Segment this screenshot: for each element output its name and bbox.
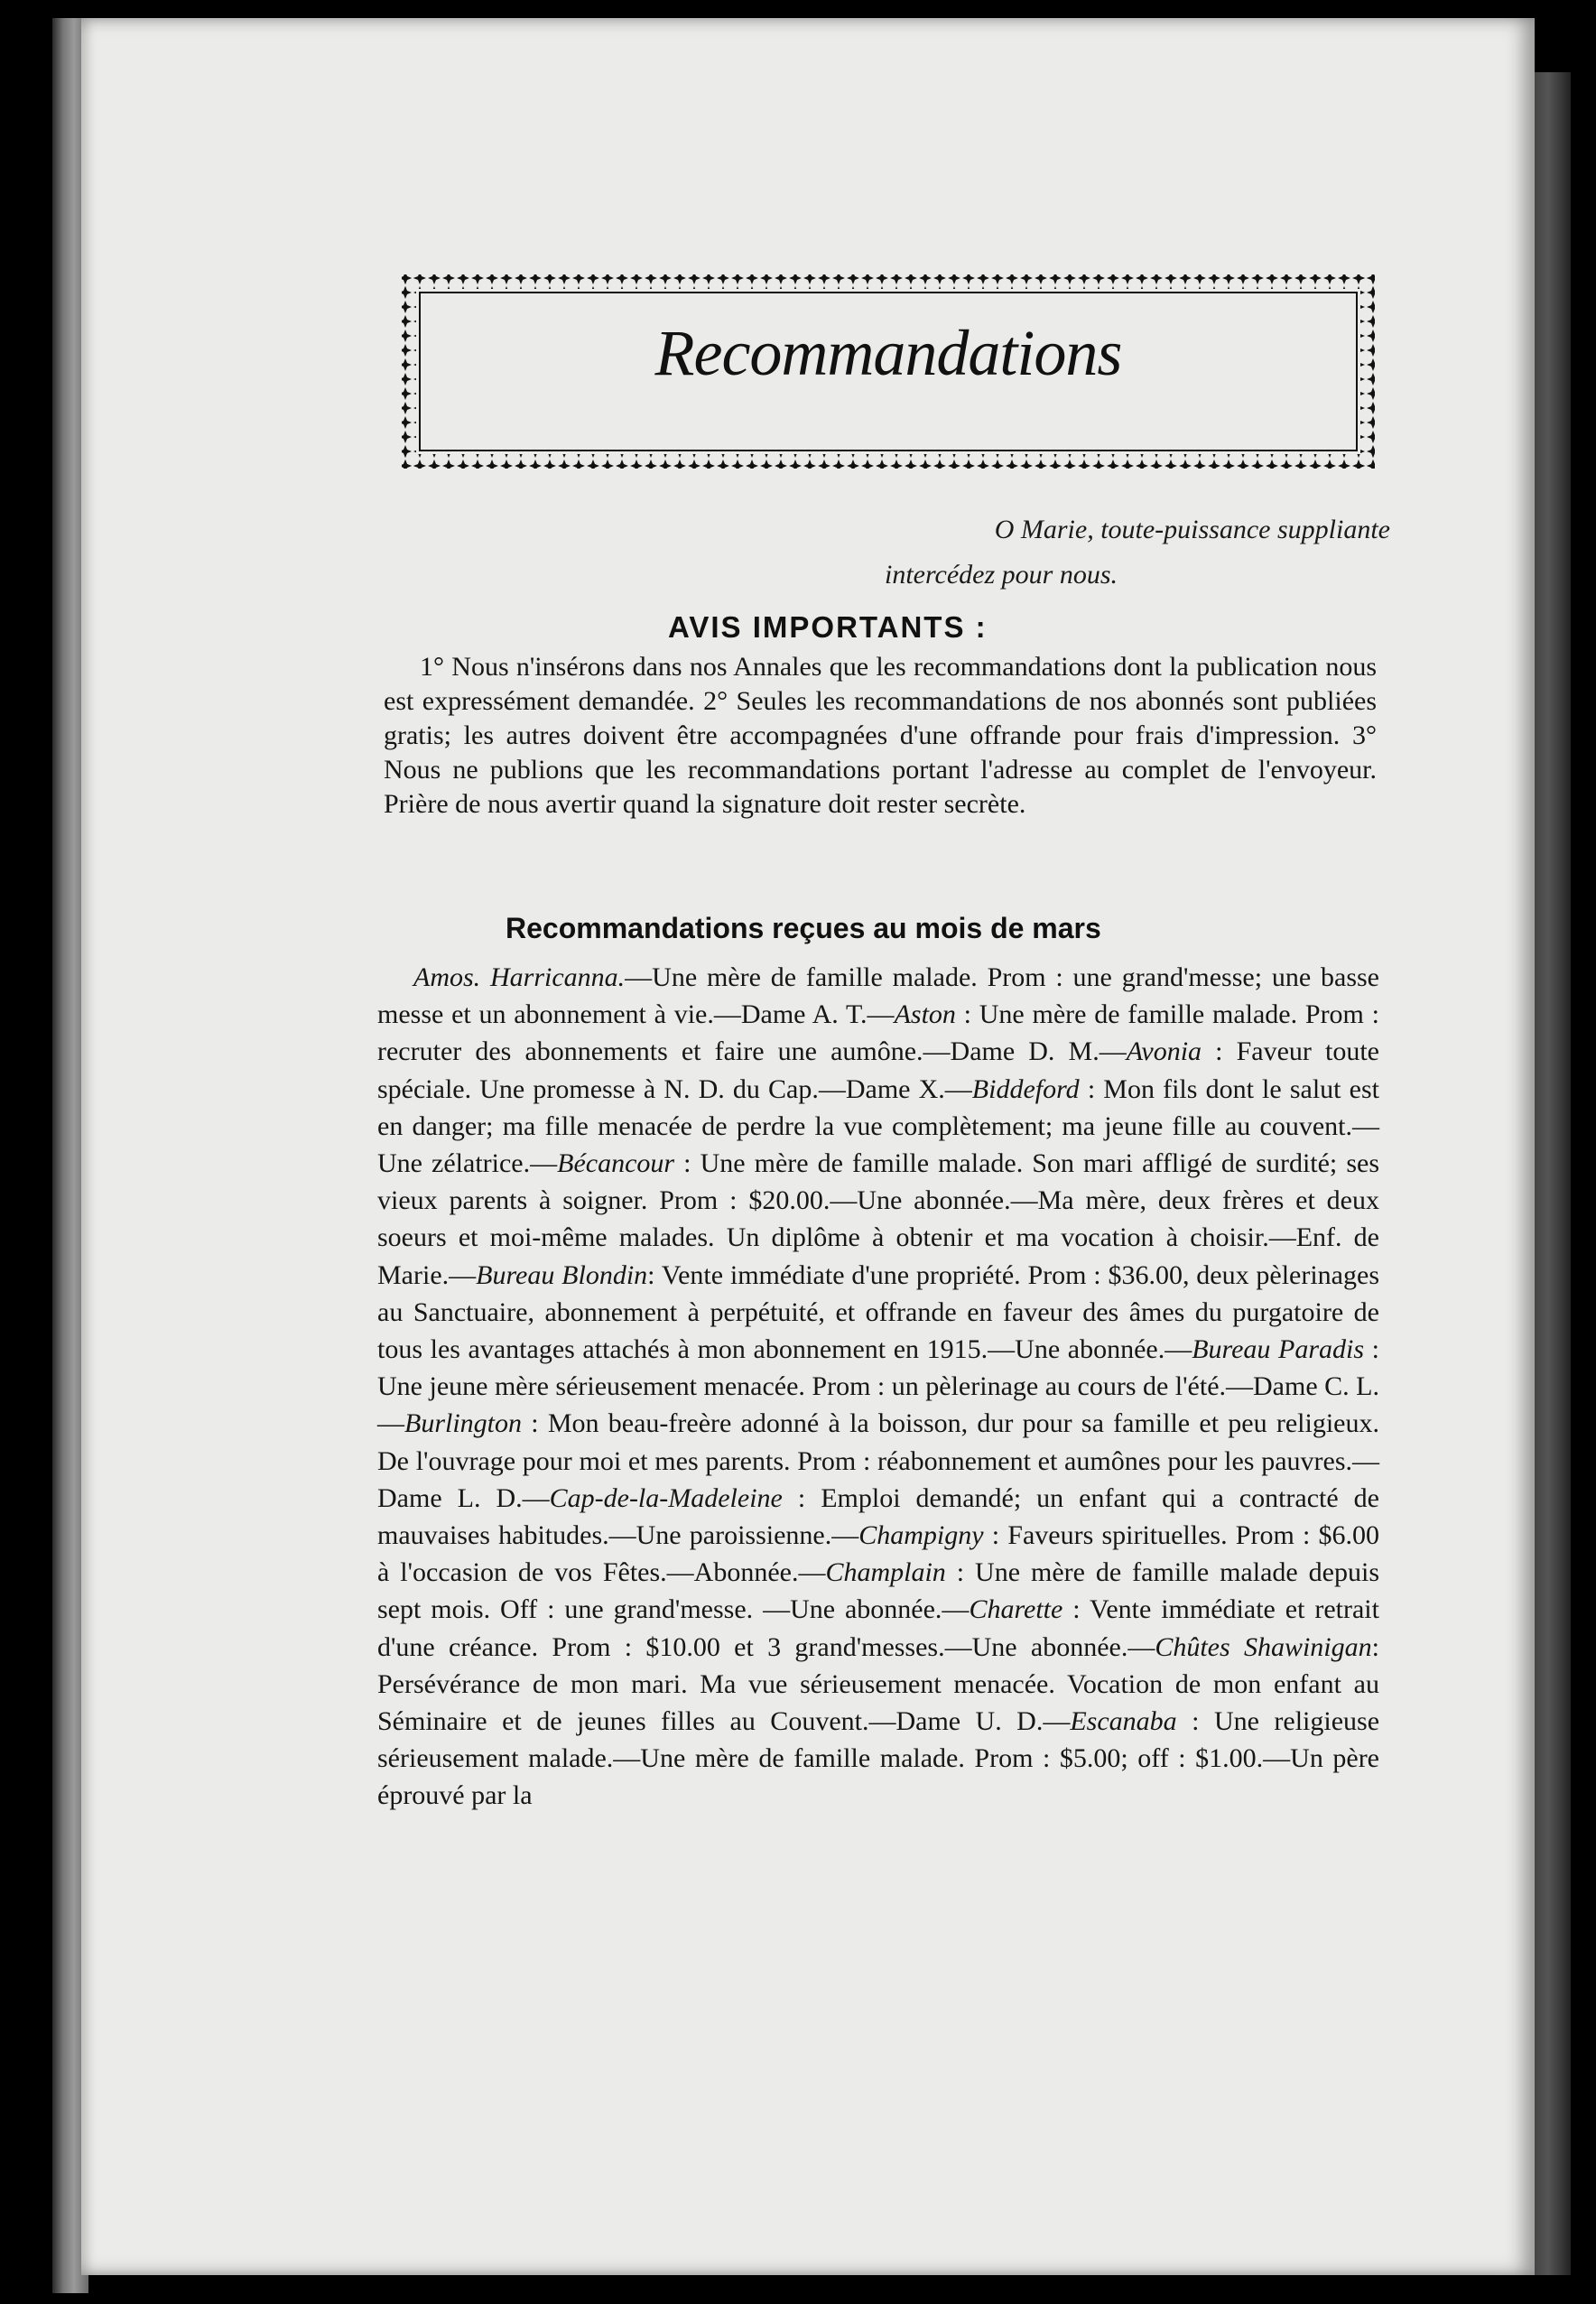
- entry-place: Champigny: [858, 1520, 984, 1551]
- entry-text: : Persévérance de mon mari. Ma vue sérieusement menacée. Vocation de mon enfant au Séminaire et de jeunes filles au Couvent.—Dame U. D.—: [377, 1631, 1379, 1737]
- entry-text: : Faveur toute spéciale. Une promesse à N. D. du Cap.—Dame X.—: [377, 1036, 1379, 1104]
- entry-place: Aston: [894, 999, 956, 1030]
- entry-place: Bureau Paradis: [1192, 1334, 1365, 1365]
- entry-text: : Une mère de famille malade. Prom : recruter des abonnements et faire une aumône.—Dame D. M.—: [377, 999, 1379, 1067]
- entry-place: Cap-de-la-Madeleine: [549, 1482, 783, 1513]
- entry-place: Bureau Blondin: [476, 1259, 648, 1290]
- entry-place: Biddeford: [971, 1073, 1080, 1104]
- invocation-line-2: intercédez pour nous.: [885, 560, 1118, 590]
- invocation-line-1: O Marie, toute-puissance suppliante: [994, 515, 1390, 544]
- entry-place: Champlain: [825, 1557, 946, 1588]
- avis-heading: AVIS IMPORTANTS :: [668, 610, 988, 644]
- recommendations-paragraph: [377, 959, 1379, 1815]
- entry-text: : Une religieuse sérieusement malade.—Une mère de famille malade. Prom : $5.00; off : $1.00.—Un père éprouvé par la: [377, 1706, 1380, 1811]
- entry-text: : Une mère de famille malade depuis sept mois. Off : une grand'messe. —Une abonnée.—: [377, 1557, 1379, 1625]
- entry-place: Charette: [969, 1594, 1063, 1625]
- entry-text: —Une mère de famille malade. Prom : une grand'messe; une basse messe et un abonnement à vie.—Dame A. T.—: [377, 962, 1379, 1030]
- avis-paragraph: 1° Nous n'insérons dans nos Annales que les recommandations dont la publication nous est expressément demandée. 2° Seules les recommandations de nos abonnés sont publiées gratis; les autres doivent être accompagnées d'une offrande pour frais d'impression. 3° Nous ne publions que les recommandations portant l'adresse au complet de l'envoyeur. Prière de nous avertir quand la signature doit rester secrète.: [384, 652, 1377, 819]
- entry-place: Chûtes Shawinigan: [1155, 1631, 1372, 1662]
- entry-place: Burlington: [404, 1408, 523, 1439]
- entry-text: : Mon fils dont le salut est en danger; ma fille menacée de perdre la vue complètement; ma jeune fille au couvent.—Une zélatrice.—: [377, 1073, 1379, 1179]
- entry-place: Bécancour: [557, 1148, 675, 1179]
- page-title: Recommandations: [654, 317, 1122, 389]
- invocation: [812, 507, 1390, 598]
- entry-text: : Une mère de famille malade. Son mari affligé de surdité; ses vieux parents à soigner. Prom : $20.00.—Une abonnée.—Ma mère, deux frères et deux soeurs et moi-même malades. Un diplôme à obtenir et ma vocation à choisir.—Enf. de Marie.—: [377, 1148, 1380, 1290]
- entry-place: Escanaba: [1070, 1706, 1177, 1737]
- entry-text: : Mon beau-freère adonné à la boisson, dur pour sa famille et peu religieux. De l'ouvrage pour moi et mes parents. Prom : réabonnement et aumônes pour les pauvres.—Dame L. D.—: [377, 1408, 1379, 1513]
- entry-place: Avonia: [1126, 1036, 1202, 1067]
- entry-text: : Faveurs spirituelles. Prom : $6.00 à l'occasion de vos Fêtes.—Abonnée.—: [377, 1520, 1379, 1588]
- entry-text: : Emploi demandé; un enfant qui a contracté de mauvaises habitudes.—Une paroissienne.—: [377, 1482, 1379, 1551]
- entry-text: : Vente immédiate et retrait d'une créance. Prom : $10.00 et 3 grand'messes.—Une abonnée.—: [377, 1594, 1379, 1662]
- entry-text: : Une jeune mère sérieusement menacée. Prom : un pèlerinage au cours de l'été.—Dame C. L.—: [377, 1334, 1379, 1439]
- entry-place: Amos. Harricanna.: [413, 962, 626, 992]
- entry-text: : Vente immédiate d'une propriété. Prom : $36.00, deux pèlerinages au Sanctuaire, abonnement à perpétuité, et offrande en faveur des âmes du purgatoire de tous les avantages attachés à mon abonnement en 1915.—Une abonnée.—: [377, 1259, 1379, 1365]
- section-heading: Recommandations reçues au mois de mars: [506, 912, 1101, 944]
- title-frame: [398, 271, 1378, 472]
